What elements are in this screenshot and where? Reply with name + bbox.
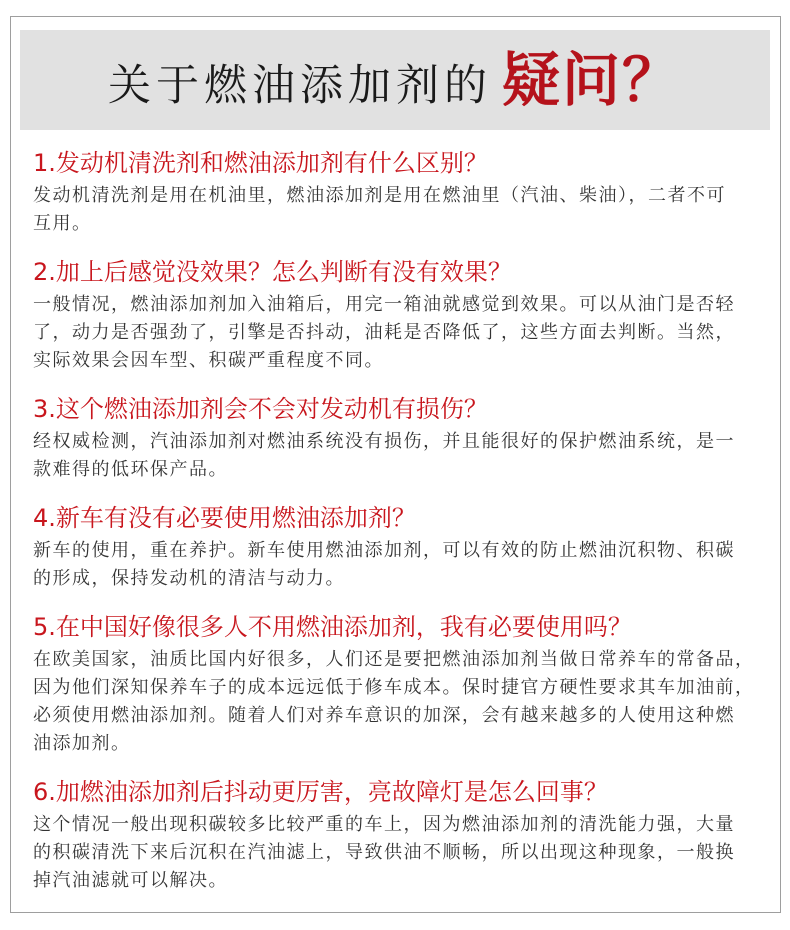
faq-answer-line: 经权威检测，汽油添加剂对燃油系统没有损伤，并且能很好的保护燃油系统，是一 (33, 431, 735, 452)
faq-answer-line: 实际效果会因车型、积碳严重程度不同。 (33, 350, 384, 371)
faq-answer (33, 811, 771, 895)
faq-answer (33, 646, 771, 758)
faq-answer-line: 在欧美国家，油质比国内好很多，人们还是要把燃油添加剂当做日常养车的常备品， (33, 649, 755, 670)
faq-answer-line: 必须使用燃油添加剂。随着人们对养车意识的加深，会有越来越多的人使用这种燃 (33, 705, 735, 726)
faq-item-2 (33, 257, 771, 375)
page-frame (10, 16, 781, 913)
faq-answer-line: 发动机清洗剂是用在机油里，燃油添加剂是用在燃油里（汽油、柴油），二者不可 (33, 185, 726, 206)
page-title (20, 30, 770, 130)
faq-question: 3.这个燃油添加剂会不会对发动机有损伤？ (33, 395, 488, 423)
faq-answer-line: 互用。 (33, 213, 92, 234)
faq-answer-line: 了，动力是否强劲了，引擎是否抖动，油耗是否降低了，这些方面去判断。当然， (33, 322, 735, 343)
faq-answer (33, 291, 771, 375)
faq-list (33, 148, 771, 913)
header-banner (20, 30, 770, 130)
faq-answer-line: 因为他们深知保养车子的成本远远低于修车成本。保时捷官方硬性要求其车加油前， (33, 677, 755, 698)
faq-answer-line: 的形成，保持发动机的清洁与动力。 (33, 568, 345, 589)
faq-answer-line: 新车的使用，重在养护。新车使用燃油添加剂，可以有效的防止燃油沉积物、积碳 (33, 540, 735, 561)
faq-question: 4.新车有没有必要使用燃油添加剂？ (33, 504, 416, 532)
faq-answer (33, 537, 771, 593)
title-main: 关于燃油添加剂的 (107, 61, 492, 111)
faq-answer-line: 油添加剂。 (33, 733, 131, 754)
faq-answer-line: 掉汽油滤就可以解决。 (33, 870, 228, 891)
faq-answer-line: 一般情况，燃油添加剂加入油箱后，用完一箱油就感觉到效果。可以从油门是否轻 (33, 294, 735, 315)
faq-question: 5.在中国好像很多人不用燃油添加剂，我有必要使用吗？ (33, 613, 632, 641)
faq-item-6 (33, 777, 771, 895)
faq-answer (33, 428, 771, 484)
faq-item-3 (33, 394, 771, 484)
faq-answer-line: 这个情况一般出现积碳较多比较严重的车上，因为燃油添加剂的清洗能力强，大量 (33, 814, 735, 835)
faq-item-1 (33, 148, 771, 238)
title-accent: 疑问？ (501, 46, 682, 114)
faq-question: 2.加上后感觉没效果？怎么判断有没有效果？ (33, 258, 512, 286)
faq-item-4 (33, 503, 771, 593)
faq-answer (33, 182, 771, 238)
faq-item-5 (33, 612, 771, 758)
faq-answer-line: 的积碳清洗下来后沉积在汽油滤上，导致供油不顺畅，所以出现这种现象，一般换 (33, 842, 735, 863)
faq-answer-line: 款难得的低环保产品。 (33, 459, 228, 480)
faq-question: 1.发动机清洗剂和燃油添加剂有什么区别？ (33, 149, 488, 177)
faq-question: 6.加燃油添加剂后抖动更厉害，亮故障灯是怎么回事？ (33, 778, 608, 806)
